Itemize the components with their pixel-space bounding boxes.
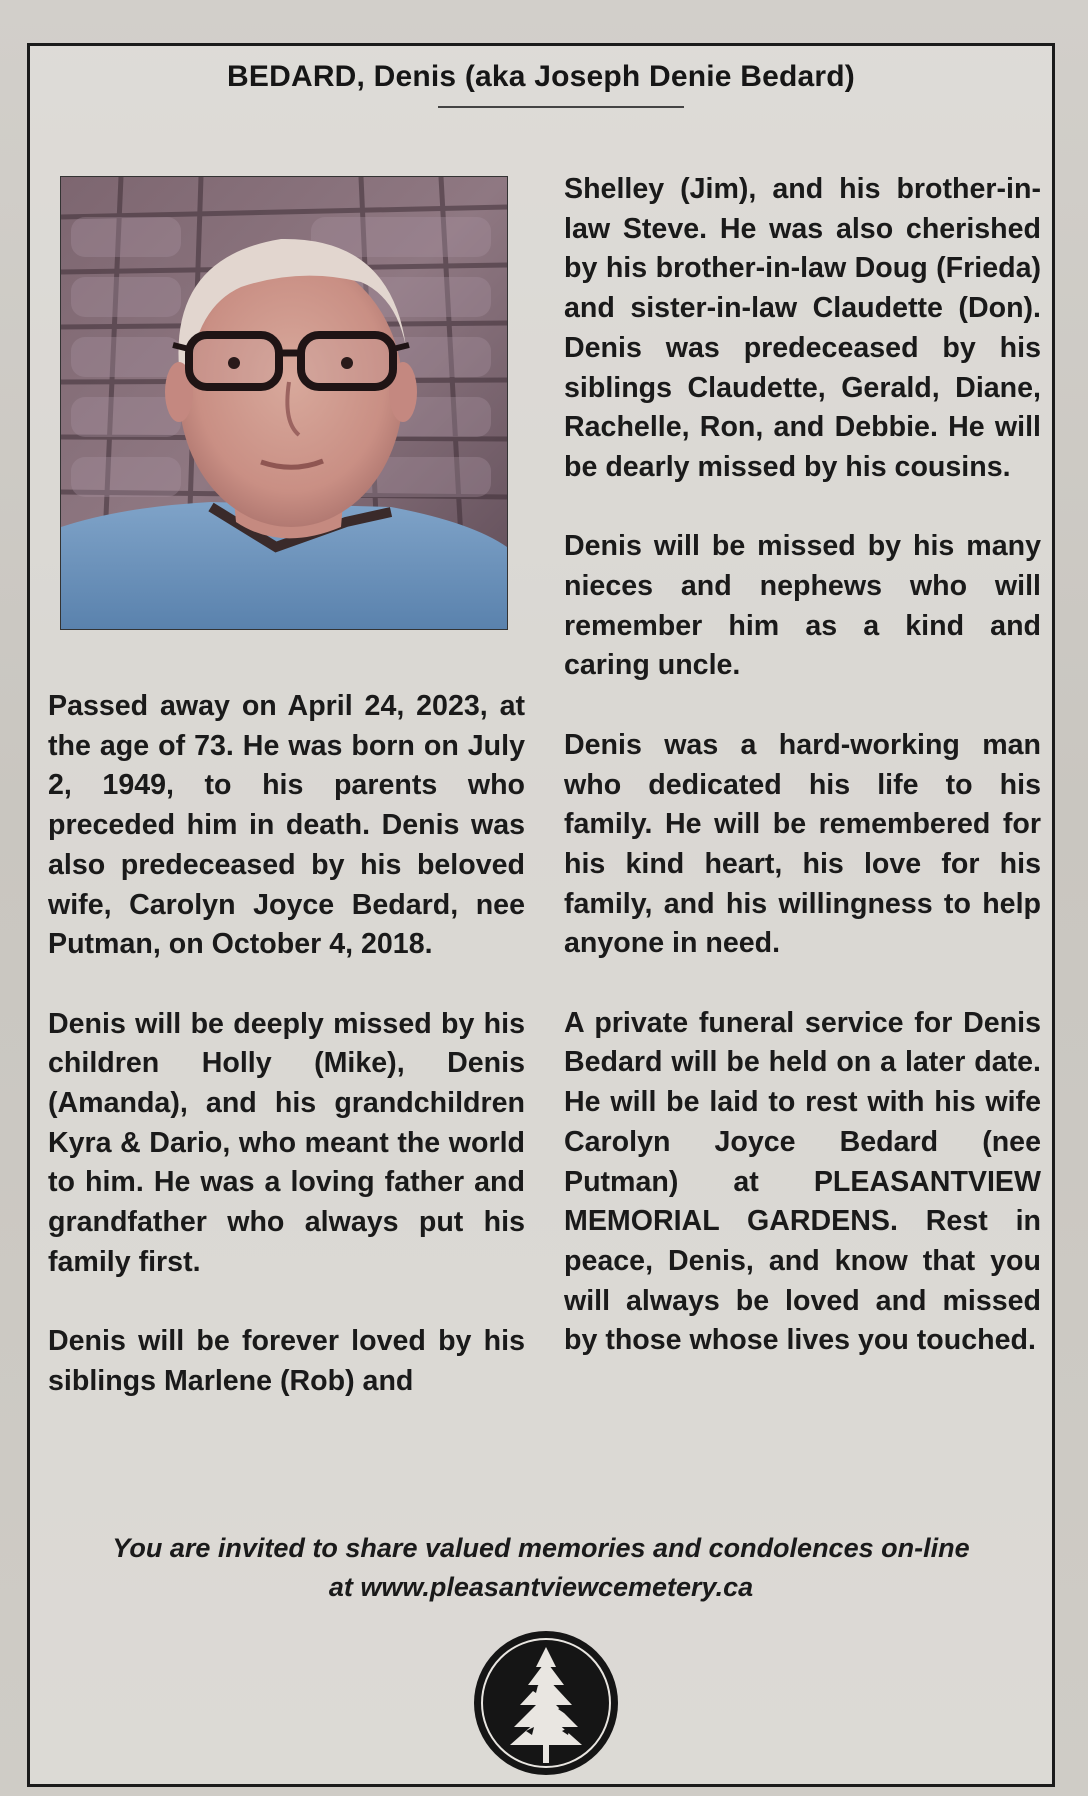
portrait-photo xyxy=(60,176,508,630)
pine-tree-icon xyxy=(470,1627,622,1779)
paragraph-nieces-nephews: Denis will be missed by his many nieces and nephews who will remember him as a kind and caring uncle. xyxy=(564,530,1041,682)
left-column xyxy=(48,687,525,1402)
website-link[interactable]: at www.pleasantviewcemetery.ca xyxy=(328,1572,754,1602)
right-column xyxy=(564,170,1041,1361)
paragraph-character: Denis was a hard-working man who dedicated his life to his family. He will be remembered for his kind heart, his love for his family, and his willingness to help anyone in need. xyxy=(564,728,1041,960)
paragraph-siblings-continued: Shelley (Jim), and his brother-in-law Steve. He was also cherished by his brother-in-law Doug (Frieda) and sister-in-law Claudette (Don). Denis was predeceased by his siblings Claudette, Gerald, Diane, Rachelle, Ron, and Debbie. He will be dearly missed by his cousins. xyxy=(564,173,1041,483)
obituary-title: BEDARD, Denis (aka Joseph Denie Bedard) xyxy=(227,60,855,93)
footer-line-1: You are invited to share valued memories and condolences on-line xyxy=(112,1533,970,1563)
obituary-box xyxy=(27,43,1055,1787)
condolences-footer xyxy=(30,1529,1052,1607)
paragraph-death-notice: Passed away on April 24, 2023, at the age of 73. He was born on July 2, 1949, to his parents who preceded him in death. Denis was also predeceased by his beloved wife, Carolyn Joyce Bedard, nee Putman, on October 4, 2018. xyxy=(48,690,525,961)
paragraph-funeral-service: A private funeral service for Denis Bedard will be held on a later date. He will be laid to rest with his wife Carolyn Joyce Bedard (nee Putman) at PLEASANTVIEW MEMORIAL GARDENS. Rest in peace, Denis, and know that you will always be loved and missed by those whose lives you touched. xyxy=(564,1006,1041,1357)
paragraph-children: Denis will be deeply missed by his children Holly (Mike), Denis (Amanda), and his grandchildren Kyra & Dario, who meant the world to him. He was a loving father and grandfather who always put his family first. xyxy=(48,1007,525,1278)
paragraph-siblings-start: Denis will be forever loved by his siblings Marlene (Rob) and xyxy=(48,1325,525,1397)
portrait-image xyxy=(61,177,507,629)
title-underline xyxy=(438,106,684,108)
